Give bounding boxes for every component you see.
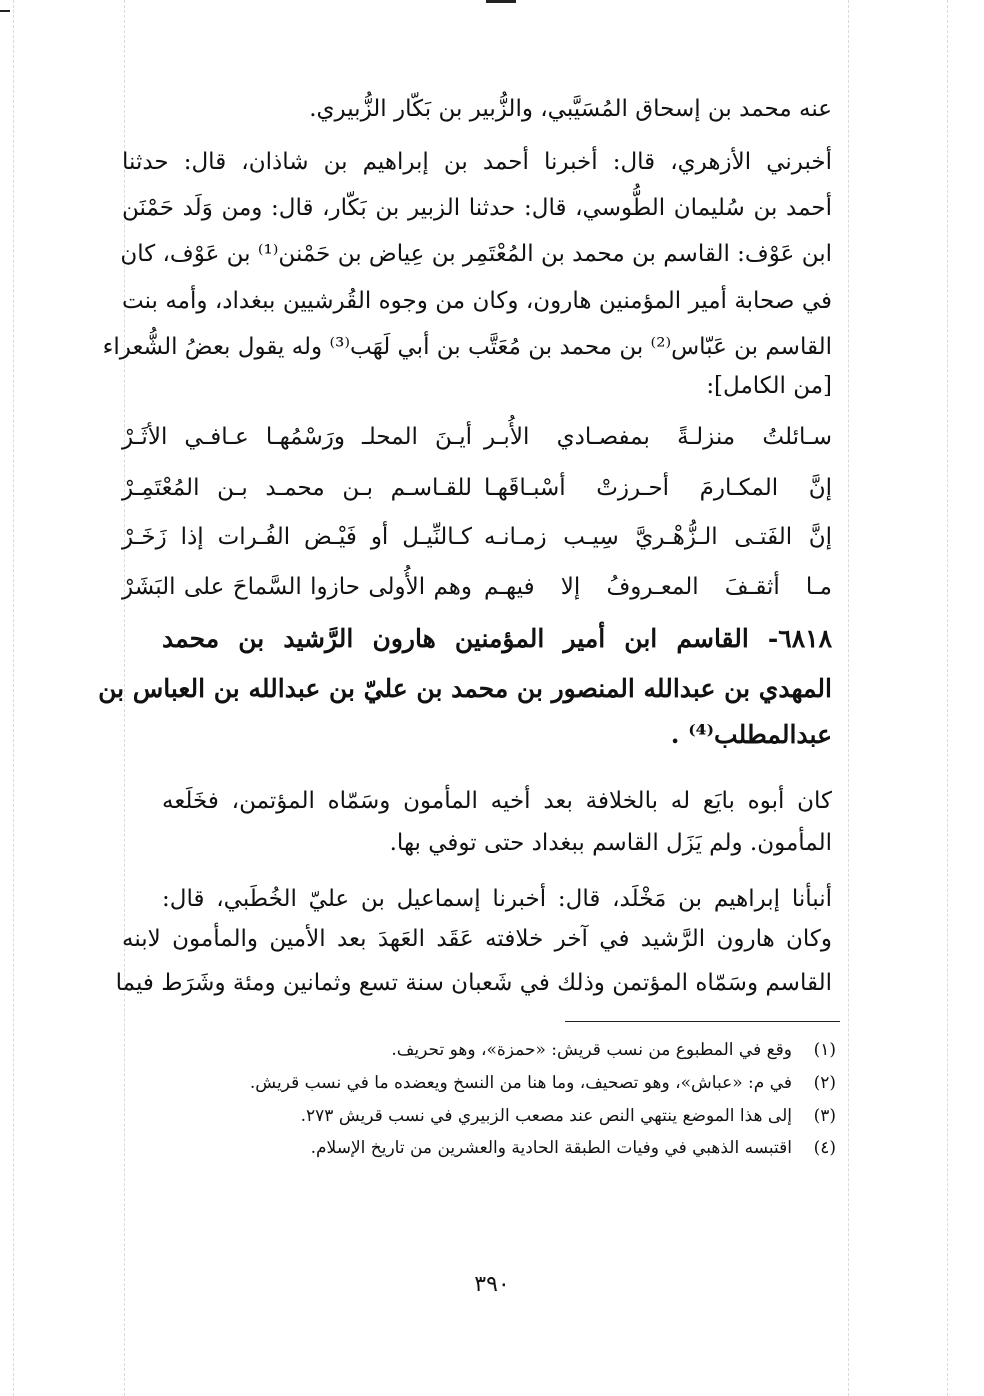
poem-verse <box>122 424 832 456</box>
scan-artifact-line <box>13 0 14 1396</box>
scan-artifact-line <box>848 0 849 1396</box>
entry-heading-line: ٦٨١٨- القاسم ابن أمير المؤمنين هارون الرَّشيد بن محمد <box>162 624 832 653</box>
poem-verse <box>122 524 832 556</box>
footnote-text: في م: «عباش»، وهو تصحيف، وما هنا من النسخ ويعضده ما في نسب قريش. <box>249 1073 792 1093</box>
body-line: عنه محمد بن إسحاق المُسَيَّبي، والزُّبير بن بَكّار الزُّبيري. <box>309 96 832 122</box>
body-line: ابن عَوْف: القاسم بن محمد بن المُعْتَمِر بن عِياض بن حَمْنن⁽¹⁾ بن عَوْف، كان <box>120 241 832 267</box>
footnote-number: (١) <box>813 1040 836 1060</box>
entry-heading-line: عبدالمطلب⁽⁴⁾ . <box>670 720 832 749</box>
footnote <box>311 1138 836 1158</box>
scan-top-mark <box>486 0 516 3</box>
verse-first-hemistich: إنَّ المكـارمَ أحـرزتْ أسْبـاقَهـا <box>484 475 832 501</box>
footnote <box>250 1073 836 1093</box>
body-line: في صحابة أمير المؤمنين هارون، وكان من وجوه القُرشيين ببغداد، وأمه بنت <box>122 288 832 314</box>
page-number: ٣٩٠ <box>474 1272 510 1297</box>
footnote-text: اقتبسه الذهبي في وفيات الطبقة الحادية والعشرين من تاريخ الإسلام. <box>310 1138 792 1158</box>
footnote-separator <box>565 1021 840 1022</box>
verse-second-hemistich: أيـنَ المحلـ ورَسْمُهـا عـافـي الأثَـرْ <box>122 424 472 450</box>
poem-verse <box>122 574 832 606</box>
body-line: أخبرني الأزهري، قال: أخبرنا أحمد بن إبراهيم بن شاذان، قال: حدثنا <box>122 149 832 175</box>
scan-corner-mark <box>0 10 10 12</box>
verse-first-hemistich: سـائلتُ منزلـةً بمفصـادي الأُبـر <box>484 424 832 450</box>
footnote <box>391 1040 836 1060</box>
verse-second-hemistich: للقـاسـم بـن محمـد بـن المُعْتَمِـرْ <box>122 475 472 501</box>
verse-first-hemistich: إنَّ الفَتـى الـزُّهْـريَّ سِيـب زمـانـه <box>484 524 832 550</box>
body-line: القاسم وسَمّاه المؤتمن وذلك في شَعبان سنة تسع وثمانين ومئة وشَرَط فيما <box>115 970 832 996</box>
verse-second-hemistich: وهم الأُولى حازوا السَّماحَ على البَشَرْ <box>122 574 472 600</box>
body-line: القاسم بن عَبّاس⁽²⁾ بن محمد بن مُعَتَّب بن أبي لَهَب⁽³⁾ وله يقول بعضُ الشُّعراء <box>102 334 832 360</box>
body-line: أنبأنا إبراهيم بن مَخْلَد، قال: أخبرنا إسماعيل بن عليّ الخُطَبي، قال: <box>162 886 832 912</box>
footnote-number: (٢) <box>813 1073 836 1093</box>
footnote-text: وقع في المطبوع من نسب قريش: «حمزة»، وهو تحريف. <box>391 1040 792 1060</box>
footnote <box>301 1106 836 1126</box>
body-line: كان أبوه بايَع له بالخلافة بعد أخيه المأمون وسَمّاه المؤتمن، فخَلَعه <box>162 788 832 814</box>
poem-verse <box>122 475 832 507</box>
footnote-text: إلى هذا الموضع ينتهي النص عند مصعب الزبيري في نسب قريش ٢٧٣. <box>300 1106 792 1126</box>
footnote-number: (٣) <box>813 1106 836 1126</box>
verse-first-hemistich: مـا أثقـفَ المعـروفُ إلا فيهـم <box>484 574 832 600</box>
scan-artifact-line <box>947 0 948 1396</box>
body-line: أحمد بن سُليمان الطُّوسي، قال: حدثنا الزبير بن بَكّار، قال: ومن وَلَد حَمْنَن <box>122 195 832 221</box>
entry-heading-line: المهدي بن عبدالله المنصور بن محمد بن عليّ بن عبدالله بن العباس بن <box>98 674 832 703</box>
verse-second-hemistich: كـالنِّيـل أو فَيْـض الفُـرات إذا زَخَـرْ <box>122 524 472 550</box>
body-line: وكان هارون الرَّشيد في آخر خلافته عَقَد العَهدَ بعد الأمين والمأمون لابنه <box>122 926 832 952</box>
body-line: [من الكامل]: <box>706 373 832 399</box>
body-line: المأمون. ولم يَزَل القاسم ببغداد حتى توفي بها. <box>389 830 832 856</box>
footnote-number: (٤) <box>813 1138 836 1158</box>
